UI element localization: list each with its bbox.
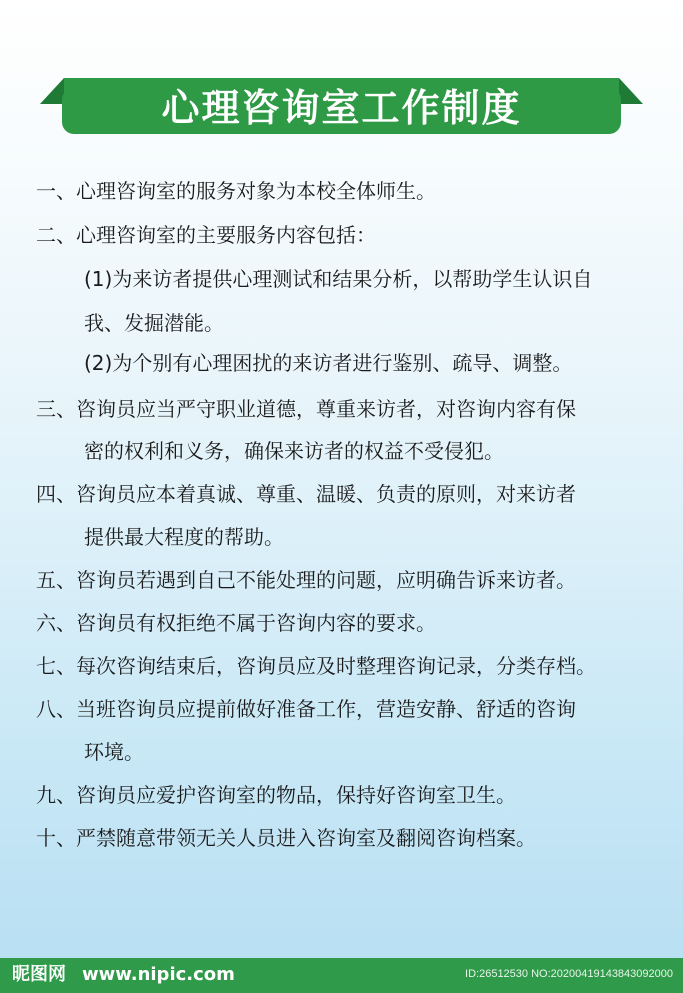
page-title: 心理咨询室工作制度 — [161, 86, 522, 130]
rule-9: 九、咨询员应爱护咨询室的物品，保持好咨询室卫生。 — [36, 783, 516, 807]
rule-6: 六、咨询员有权拒绝不属于咨询内容的要求。 — [36, 611, 436, 635]
rule-5: 五、咨询员若遇到自己不能处理的问题，应明确告诉来访者。 — [36, 568, 576, 592]
rule-3: 三、咨询员应当严守职业道德，尊重来访者，对咨询内容有保 — [36, 397, 576, 421]
rule-1: 一、心理咨询室的服务对象为本校全体师生。 — [36, 179, 436, 203]
rule-10: 十、严禁随意带领无关人员进入咨询室及翻阅咨询档案。 — [36, 826, 536, 850]
watermark-logo: 昵图网 — [12, 964, 66, 985]
watermark-url[interactable]: www.nipic.com — [82, 964, 235, 985]
rule-8-cont: 环境。 — [84, 740, 144, 764]
rule-3-cont: 密的权利和义务，确保来访者的权益不受侵犯。 — [84, 439, 504, 463]
rule-2-item-1: (1)为来访者提供心理测试和结果分析，以帮助学生认识自 — [84, 267, 593, 291]
rule-4: 四、咨询员应本着真诚、尊重、温暖、负责的原则，对来访者 — [36, 482, 576, 506]
rule-7: 七、每次咨询结束后，咨询员应及时整理咨询记录，分类存档。 — [36, 654, 596, 678]
rule-4-cont: 提供最大程度的帮助。 — [84, 525, 284, 549]
rule-8: 八、当班咨询员应提前做好准备工作，营造安静、舒适的咨询 — [36, 697, 576, 721]
title-banner — [40, 72, 643, 136]
watermark-id: ID:26512530 NO:20200419143843092000 — [465, 968, 673, 980]
rule-2-item-2: (2)为个别有心理困扰的来访者进行鉴别、疏导、调整。 — [84, 351, 573, 375]
rule-2: 二、心理咨询室的主要服务内容包括： — [36, 223, 376, 247]
rule-2-item-1-cont: 我、发掘潜能。 — [84, 311, 224, 335]
